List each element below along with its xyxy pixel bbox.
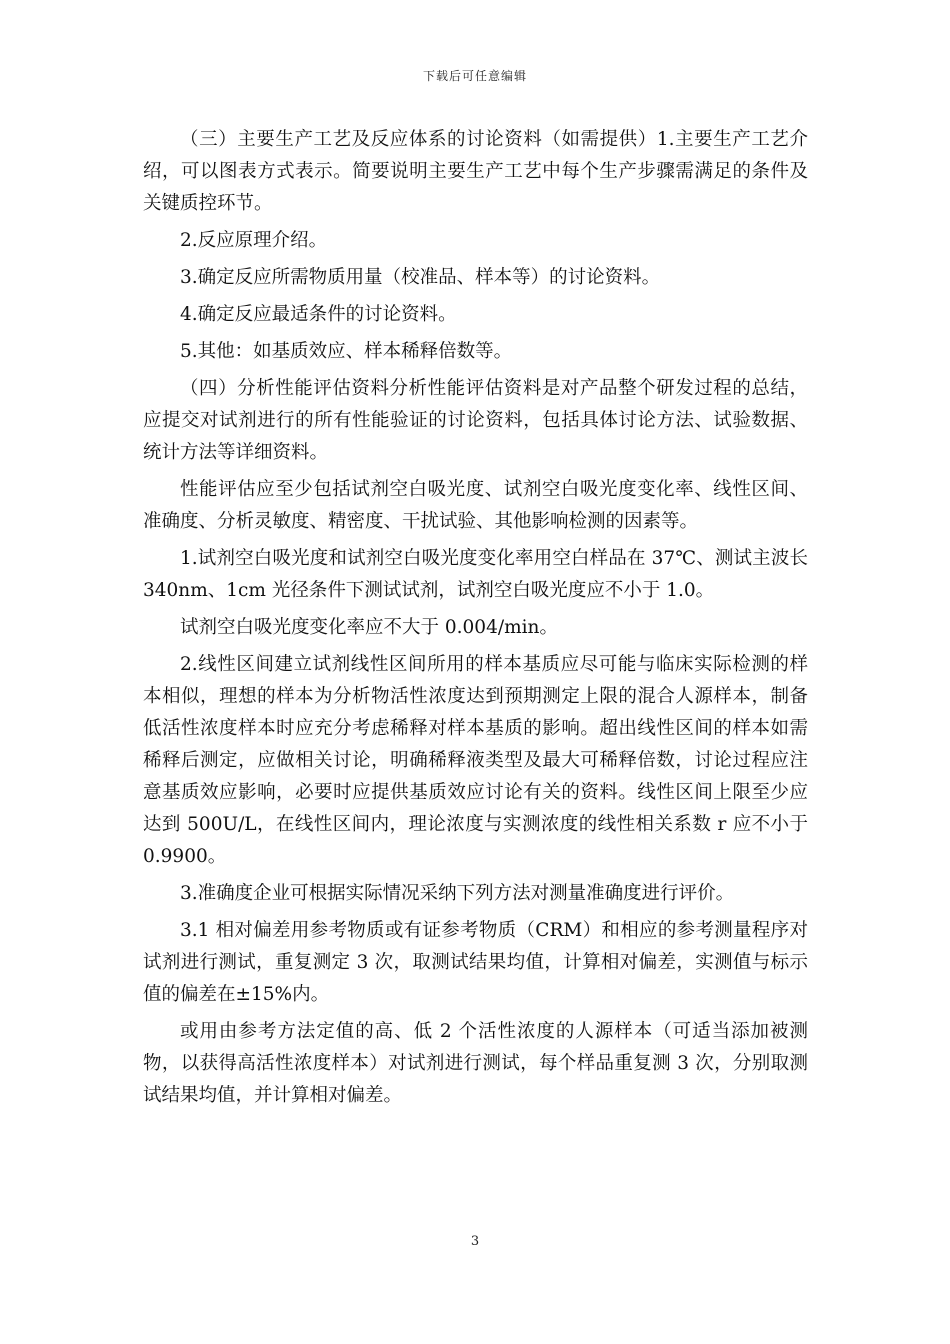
- paragraph: 性能评估应至少包括试剂空白吸光度、试剂空白吸光度变化率、线性区间、准确度、分析灵敏度、精密度、干扰试验、其他影响检测的因素等。: [143, 479, 808, 532]
- paragraph: （四）分析性能评估资料分析性能评估资料是对产品整个研发过程的总结，应提交对试剂进行的所有性能验证的讨论资料，包括具体讨论方法、试验数据、统计方法等详细资料。: [143, 378, 808, 463]
- document-body: [143, 124, 808, 1112]
- page-number: 3: [470, 1234, 480, 1249]
- paragraph: 3.准确度企业可根据实际情况采纳下列方法对测量准确度进行评价。: [180, 883, 735, 904]
- paragraph: 2.反应原理介绍。: [180, 230, 328, 251]
- paragraph: （三）主要生产工艺及反应体系的讨论资料（如需提供）1.主要生产工艺介绍，可以图表方式表示。简要说明主要生产工艺中每个生产步骤需满足的条件及关键质控环节。: [143, 129, 808, 214]
- page-header: 下载后可任意编辑: [422, 69, 527, 83]
- paragraph: 3.确定反应所需物质用量（校准品、样本等）的讨论资料。: [180, 267, 661, 288]
- paragraph: 试剂空白吸光度变化率应不大于 0.004/min。: [180, 617, 558, 638]
- paragraph: 3.1 相对偏差用参考物质或有证参考物质（CRM）和相应的参考测量程序对试剂进行测试，重复测定 3 次，取测试结果均值，计算相对偏差，实测值与标示值的偏差在±15%内。: [143, 920, 808, 1005]
- paragraph: 5.其他：如基质效应、样本稀释倍数等。: [180, 341, 513, 362]
- paragraph: 4.确定反应最适条件的讨论资料。: [180, 304, 457, 325]
- paragraph: 2.线性区间建立试剂线性区间所用的样本基质应尽可能与临床实际检测的样本相似，理想的样本为分析物活性浓度达到预期测定上限的混合人源样本，制备低活性浓度样本时应充分考虑稀释对样本基质的影响。超出线性区间的样本如需稀释后测定，应做相关讨论，明确稀释液类型及最大可稀释倍数，讨论过程应注意基质效应影响，必要时应提供基质效应讨论有关的资料。线性区间上限至少应达到 500U/L，在线性区间内，理论浓度与实测浓度的线性相关系数 r 应不小于 0.9900。: [143, 654, 808, 867]
- paragraph: 1.试剂空白吸光度和试剂空白吸光度变化率用空白样品在 37℃、测试主波长 340nm、1cm 光径条件下测试试剂，试剂空白吸光度应不小于 1.0。: [143, 548, 808, 601]
- paragraph: 或用由参考方法定值的高、低 2 个活性浓度的人源样本（可适当添加被测物，以获得高活性浓度样本）对试剂进行测试，每个样品重复测 3 次，分别取测试结果均值，并计算相对偏差。: [143, 1021, 808, 1106]
